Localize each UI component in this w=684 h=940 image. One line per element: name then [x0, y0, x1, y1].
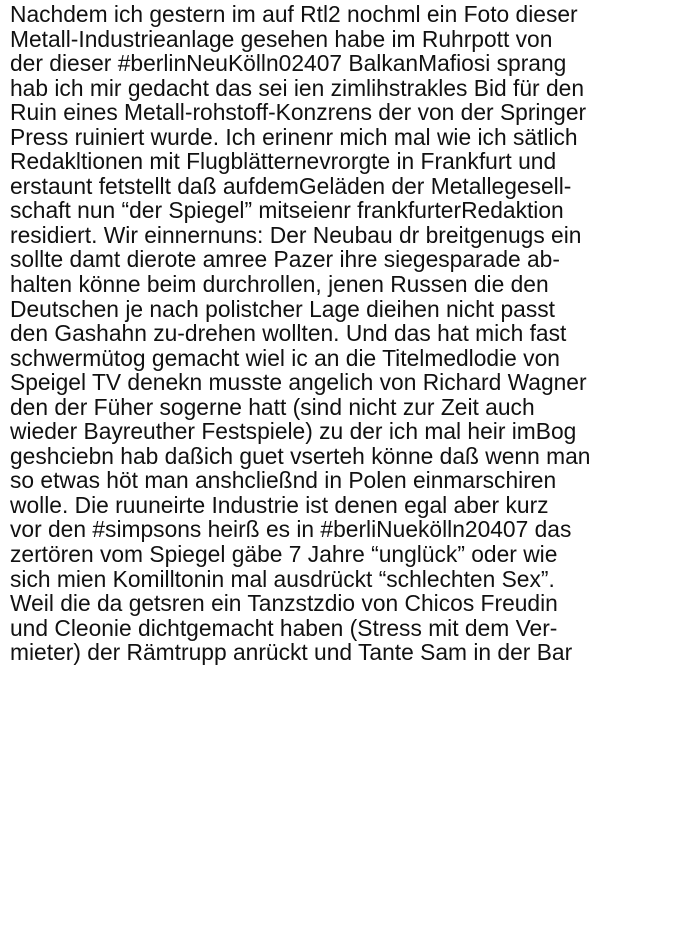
document-body	[10, 0, 682, 665]
text-line: sich mien Komilltonin mal ausdrückt “schlechten Sex”.	[10, 565, 555, 592]
text-line: so etwas höt man anshcließnd in Polen einmarschiren	[10, 467, 557, 494]
text-line: den Gashahn zu-drehen wollten. Und das hat mich fast	[10, 320, 567, 347]
text-line: den der Füher sogerne hatt (sind nicht zur Zeit auch	[10, 393, 535, 420]
text-line: Redakltionen mit Flugblätternevrorgte in Frankfurt und	[10, 148, 557, 175]
text-line: Weil die da getsren ein Tanzstzdio von Chicos Freudin	[10, 590, 558, 617]
text-line: schaft nun “der Spiegel” mitseienr frankfurterRedaktion	[10, 197, 564, 224]
text-line: residiert. Wir einnernuns: Der Neubau dr breitgenugs ein	[10, 221, 582, 248]
text-line: halten könne beim durchrollen, jenen Russen die den	[10, 271, 549, 298]
text-line: zertören vom Spiegel gäbe 7 Jahre “unglück” oder wie	[10, 541, 558, 568]
text-line: erstaunt fetstellt daß aufdemGeläden der Metallegesell-	[10, 172, 572, 199]
text-line: vor den #simpsons heirß es in #berliNuekölln20407 das	[10, 516, 572, 543]
text-line: wolle. Die ruuneirte Industrie ist denen egal aber kurz	[10, 491, 549, 518]
text-line: schwermütog gemacht wiel ic an die Titelmedlodie von	[10, 344, 560, 371]
text-line: und Cleonie dichtgemacht haben (Stress mit dem Ver-	[10, 614, 558, 641]
text-line: Ruin eines Metall-rohstoff-Konzrens der von der Springer	[10, 99, 587, 126]
text-line: Speigel TV denekn musste angelich von Richard Wagner	[10, 369, 587, 396]
text-line: Nachdem ich gestern im auf Rtl2 nochml ein Foto dieser	[10, 1, 578, 27]
text-line: Metall-Industrieanlage gesehen habe im Ruhrpott von	[10, 25, 553, 52]
text-line: geshciebn hab daßich guet vserteh könne daß wenn man	[10, 442, 591, 469]
text-line: hab ich mir gedacht das sei ien zimlihstrakles Bid für den	[10, 74, 584, 101]
text-line: mieter) der Rämtrupp anrückt und Tante Sam in der Bar	[10, 639, 573, 666]
text-line: der dieser #berlinNeuKölln02407 BalkanMafiosi sprang	[10, 50, 567, 77]
text-line: Press ruiniert wurde. Ich erinenr mich mal wie ich sätlich	[10, 123, 578, 150]
text-line: sollte damt dierote amree Pazer ihre siegesparade ab-	[10, 246, 560, 273]
text-line: wieder Bayreuther Festspiele) zu der ich mal heir imBog	[10, 418, 577, 445]
text-line: Deutschen je nach polistcher Lage dieihen nicht passt	[10, 295, 555, 322]
